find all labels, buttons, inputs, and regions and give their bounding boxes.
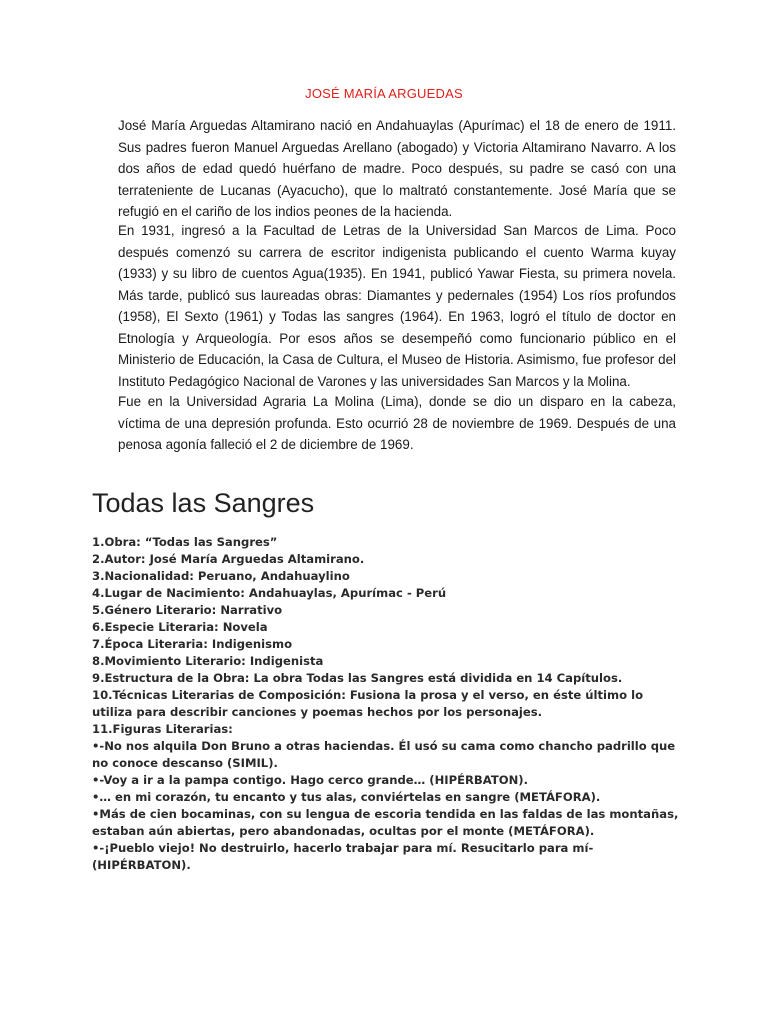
fact-obra: 1.Obra: “Todas las Sangres” — [92, 535, 278, 549]
fact-especie-literaria: 6.Especie Literaria: Novela — [92, 620, 268, 634]
figure-example-hiperbaton-2: •-¡Pueblo viejo! No destruirlo, hacerlo trabajar para mí. Resucitarlo para mí- (HIPÉRBATON). — [92, 841, 594, 872]
fact-nacionalidad: 3.Nacionalidad: Peruano, Andahuaylino — [92, 569, 350, 583]
section-heading: Todas las Sangres — [92, 488, 315, 518]
document-title: JOSÉ MARÍA ARGUEDAS — [305, 86, 463, 101]
work-facts-list — [92, 534, 684, 874]
figure-example-hiperbaton-1: •-Voy a ir a la pampa contigo. Hago cerco grande… (HIPÉRBATON). — [92, 773, 529, 787]
figure-example-metafora-1: •… en mi corazón, tu encanto y tus alas, conviértelas en sangre (METÁFORA). — [92, 790, 601, 804]
biography-paragraph-death: Fue en la Universidad Agraria La Molina (Lima), donde se dio un disparo en la cabeza, víctima de una depresión profunda. Esto ocurrió 28 de noviembre de 1969. Después de una penosa agonía falleció el 2 de diciembre de 1969. — [118, 394, 676, 452]
biography-paragraph-birth: José María Arguedas Altamirano nació en Andahuaylas (Apurímac) el 18 de enero de 1911. Sus padres fueron Manuel Arguedas Arellano (abogado) y Victoria Altamirano Navarro. A los dos años de edad quedó huérfano de madre. Poco después, su padre se casó con una terrateniente de Lucanas (Ayacucho), que lo maltrató constantemente. José María que se refugió en el cariño de los indios peones de la hacienda. — [118, 118, 676, 219]
figure-example-simil: •-No nos alquila Don Bruno a otras haciendas. Él usó su cama como chancho padrillo que no conoce descanso (SIMIL). — [92, 739, 676, 770]
fact-genero-literario: 5.Género Literario: Narrativo — [92, 603, 283, 617]
fact-estructura-obra: 9.Estructura de la Obra: La obra Todas las Sangres está dividida en 14 Capítulos. — [92, 671, 623, 685]
fact-autor: 2.Autor: José María Arguedas Altamirano. — [92, 552, 365, 566]
fact-tecnicas-literarias: 10.Técnicas Literarias de Composición: Fusiona la prosa y el verso, en éste último lo utiliza para describir canciones y poemas hechos por los personajes. — [92, 688, 644, 719]
figure-example-metafora-2: •Más de cien bocaminas, con su lengua de escoria tendida en las faldas de las montañas, estaban aún abiertas, pero abandonadas, ocultas por el monte (METÁFORA). — [92, 807, 679, 838]
fact-lugar-nacimiento: 4.Lugar de Nacimiento: Andahuaylas, Apurímac - Perú — [92, 586, 447, 600]
fact-figuras-literarias: 11.Figuras Literarias: — [92, 722, 233, 736]
fact-epoca-literaria: 7.Época Literaria: Indigenismo — [92, 637, 293, 651]
biography-paragraph-career: En 1931, ingresó a la Facultad de Letras de la Universidad San Marcos de Lima. Poco después comenzó su carrera de escritor indigenista publicando el cuento Warma kuyay (1933) y su libro de cuentos Agua(1935). En 1941, publicó Yawar Fiesta, su primera novela. Más tarde, publicó sus laureadas obras: Diamantes y pedernales (1954) Los ríos profundos (1958), El Sexto (1961) y Todas las sangres (1964). En 1963, logró el título de doctor en Etnología y Arqueología. Por esos años se desempeñó como funcionario público en el Ministerio de Educación, la Casa de Cultura, el Museo de Historia. Asimismo, fue profesor del Instituto Pedagógico Nacional de Varones y las universidades San Marcos y la Molina. — [118, 223, 676, 389]
fact-movimiento-literario: 8.Movimiento Literario: Indigenista — [92, 654, 324, 668]
